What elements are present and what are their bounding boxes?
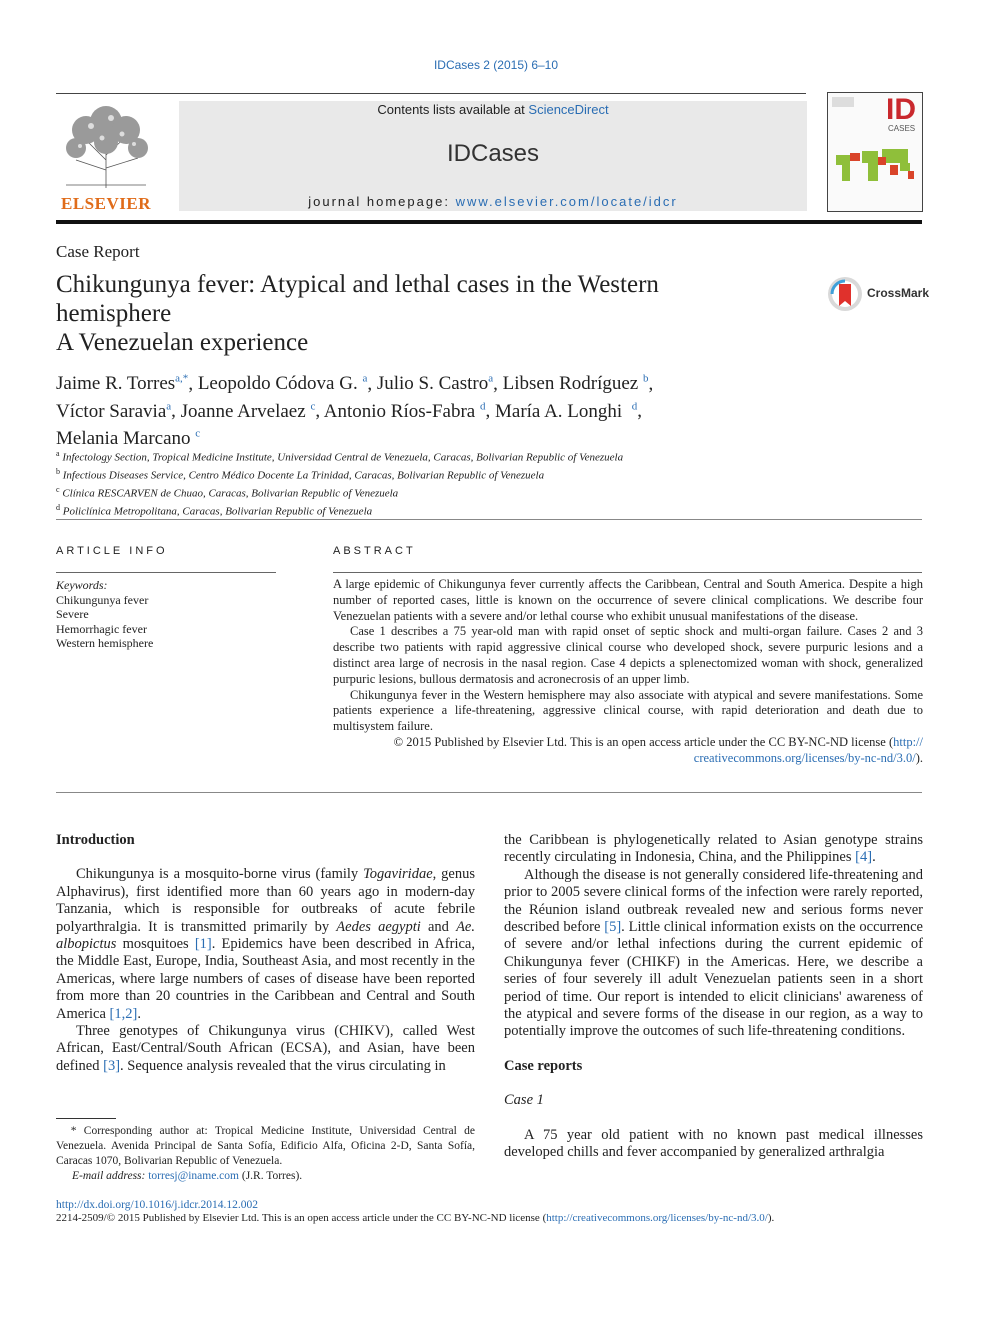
contents-prefix: Contents lists available at xyxy=(377,102,529,117)
citation-link[interactable]: [1] xyxy=(194,936,212,953)
keyword: Hemorrhagic fever xyxy=(56,621,147,636)
author[interactable]: Leopoldo Códova G. $^a$ xyxy=(197,373,368,395)
abstract-paragraph: Chikungunya fever in the Western hemisphere may also associate with atypical and severe manifestations. Some patients experience a life-threatening, aggressive clinical course, with rapid deterioration and death due to multisystem failure. xyxy=(333,687,923,734)
body-column-left xyxy=(56,832,475,1075)
affiliations xyxy=(56,447,756,520)
article-info-heading: ARTICLE INFO xyxy=(56,545,168,557)
affiliation: $^a$ Infectology Section, Tropical Medicine Institute, Universidad Central de Venezuela, Caracas, Bolivarian Republic of Venezuela xyxy=(56,449,624,464)
section-rule xyxy=(56,519,922,520)
keyword: Western hemisphere xyxy=(56,636,154,650)
cover-title: ID xyxy=(886,93,916,126)
author[interactable]: María A. Longhi $^d$ xyxy=(495,400,638,422)
body-paragraph: the Caribbean is phylogenetically related to Asian genotype strains recently circulating in Indonesia, China, and the Philippines [4]. xyxy=(504,832,923,866)
body-paragraph: Three genotypes of Chikungunya virus (CHIKV), called West African, East/Central/South African (ECSA), and Asian, have been defined [3]. Sequence analysis revealed that the virus circulating in xyxy=(56,1023,475,1074)
footnote-address: * Corresponding author at: Tropical Medicine Institute, Universidad Central de Venezuela. Avenida Principal de Santa Sofía, Edificio Alfa, Oficina 2-D, Santa Sofía, Caracas 1070, Bolivarian Republic of Venezuela. xyxy=(56,1125,475,1167)
elsevier-wordmark: ELSEVIER xyxy=(61,194,151,213)
journal-homepage xyxy=(179,194,807,209)
homepage-link[interactable]: www.elsevier.com/locate/idcr xyxy=(455,194,678,209)
email-link[interactable]: torresj@iname.com xyxy=(148,1170,239,1182)
body-paragraph: A 75 year old patient with no known past medical illnesses developed chills and fever accompanied by generalized arthralgia xyxy=(504,1126,923,1161)
title-subtitle: A Venezuelan experience xyxy=(56,329,309,356)
body-column-right xyxy=(504,832,923,1162)
title-main: Chikungunya fever: Atypical and lethal cases in the Western hemisphere xyxy=(56,271,659,327)
author[interactable]: Jaime R. Torres$^{a,*}$ xyxy=(56,373,189,395)
article-type: Case Report xyxy=(56,242,140,261)
keywords-block xyxy=(56,578,153,651)
abstract-paragraph: A large epidemic of Chikungunya fever currently affects the Caribbean, Central and South America. Despite a high number of reported cases, little is known on the occurrence of severe clinical complications. We describe four Venezuelan patients with a severe and/or lethal course who exhibit unusual manifestations of the disease. xyxy=(333,577,923,623)
article-title xyxy=(56,270,756,357)
journal-cover-thumbnail[interactable] xyxy=(827,92,923,212)
affiliation: $^d$ Policlínica Metropolitana, Caracas, Bolivarian Republic of Venezuela xyxy=(56,503,373,519)
header-rule xyxy=(56,93,806,94)
citation-link[interactable]: [3] xyxy=(103,1057,121,1074)
author[interactable]: Antonio Ríos-Fabra $^d$ xyxy=(323,400,486,422)
bottom-license: 2214-2509/© 2015 Published by Elsevier Ltd. This is an open access article under the CC BY-NC-ND license (http://creativecommons.org/licenses/by-nc-nd/3.0/). xyxy=(56,1212,775,1224)
author[interactable]: Víctor Saravia$^a$ xyxy=(56,400,172,422)
case-reports-heading: Case reports xyxy=(504,1057,583,1074)
sciencedirect-link[interactable]: ScienceDirect xyxy=(528,102,609,117)
citation-link[interactable]: [4] xyxy=(855,849,873,866)
author[interactable]: Julio S. Castro$^a$ xyxy=(376,373,494,395)
license-link[interactable]: http://creativecommons.org/licenses/by-nc-nd/3.0/ xyxy=(546,1212,768,1224)
doi-link[interactable]: http://dx.doi.org/10.1016/j.idcr.2014.12.002 xyxy=(56,1199,258,1211)
author-list: Jaime R. Torres$^{a,*}$, Leopoldo Códova G. $^a$, Julio S. Castro$^a$, Libsen Rodríguez $^b$, Víctor Saravia$^a$, Joanne Arvelaez $^c$, Antonio Ríos-Fabra $^d$, María A. Longhi $^d$, Melania Marcano $^c$ xyxy=(56,373,654,449)
section-rule xyxy=(56,792,922,793)
footnote-rule xyxy=(56,1118,116,1119)
citation-link[interactable]: [1,2] xyxy=(109,1005,138,1022)
introduction-heading: Introduction xyxy=(56,832,135,848)
author[interactable]: Melania Marcano $^c$ xyxy=(56,427,201,449)
license-link-cont[interactable]: creativecommons.org/licenses/by-nc-nd/3.0/ xyxy=(693,750,916,765)
body-paragraph: Chikungunya is a mosquito-borne virus (family Togaviridae, genus Alphavirus), first identified more than 60 years ago in modern-day Tanzania, which is responsible for outbreaks of acute febrile polyarthralgia. It is transmitted primarily by Aedes aegypti and Ae. albopictus mosquitoes [1]. Epidemics have been described in Africa, the Middle East, Europe, India, Southeast Asia, and most recently in the Americas, where large numbers of cases of disease have been reported from more than 20 countries in the Caribbean and Central and South America [1,2]. xyxy=(56,866,475,1022)
abstract-rule xyxy=(333,572,922,573)
crossmark-badge[interactable] xyxy=(827,276,930,312)
affiliation: $^b$ Infectious Diseases Service, Centro Médico Docente La Trinidad, Caracas, Bolivarian Republic of Venezuela xyxy=(56,467,545,482)
affiliation: $^c$ Clínica RESCARVEN de Chuao, Caracas, Bolivarian Republic of Venezuela xyxy=(56,485,399,500)
keyword: Chikungunya fever xyxy=(56,592,149,607)
keyword: Severe xyxy=(56,607,89,621)
body-paragraph: Although the disease is not generally considered life-threatening and prior to 2005 severe clinical forms of the infection were rarely reported, the Réunion island outbreak revealed new and serious forms never described before [5]. Little clinical information exists on the occurrence of severe and/or lethal infections during the current epidemic of Chikungunya fever (CHIKF) in the Americas. Here, we describe a series of four severely ill adult Venezuelan patients seen in a short period of time. Our report is intended to elicit clinicians' awareness of the atypical and severe forms of the disease in our region, as a way to potentially improve the outcomes of such life-threatening conditions. xyxy=(504,866,923,1040)
journal-citation[interactable]: IDCases 2 (2015) 6–10 xyxy=(433,58,559,72)
header-thick-rule xyxy=(56,220,922,224)
keywords-label: Keywords: xyxy=(56,578,108,592)
case-1-heading: Case 1 xyxy=(504,1092,544,1109)
contents-line xyxy=(179,102,807,117)
footnote-email: E-mail address: torresj@iname.com (J.R. Torres). xyxy=(72,1170,303,1182)
author[interactable]: Joanne Arvelaez $^c$ xyxy=(180,400,316,422)
crossmark-label: CrossMark xyxy=(867,286,930,300)
abstract-heading: ABSTRACT xyxy=(333,545,416,557)
article-info-rule xyxy=(56,572,276,573)
abstract-paragraph: Case 1 describes a 75 year-old man with rapid onset of septic shock and multi-organ failure. Cases 2 and 3 describe two patients with rapid aggressive clinical course who developed shock, severe purpuric lesions and a distinct area large of necrosis in the nasal region. Case 4 depicts a splenectomized woman with shock, generalized purpuric lesions, bullous dermatosis and acronecrosis of an upper limb. xyxy=(333,624,923,686)
corresponding-author-footnote xyxy=(56,1124,475,1184)
abstract-text xyxy=(333,577,923,767)
tree-icon xyxy=(56,100,156,192)
cover-subtitle: CASES xyxy=(888,124,916,133)
license-link[interactable]: http:// xyxy=(893,734,923,749)
author[interactable]: Libsen Rodríguez $^b$ xyxy=(502,373,649,395)
journal-name: IDCases xyxy=(446,140,540,167)
abstract-copyright: © 2015 Published by Elsevier Ltd. This is an open access article under the CC BY-NC-ND license (http:// creativecommons.org/licenses/by-nc-nd/3.0/). xyxy=(393,734,923,765)
crossmark-icon xyxy=(827,276,863,312)
homepage-prefix: journal homepage: xyxy=(308,194,456,209)
citation-link[interactable]: [5] xyxy=(604,919,622,936)
